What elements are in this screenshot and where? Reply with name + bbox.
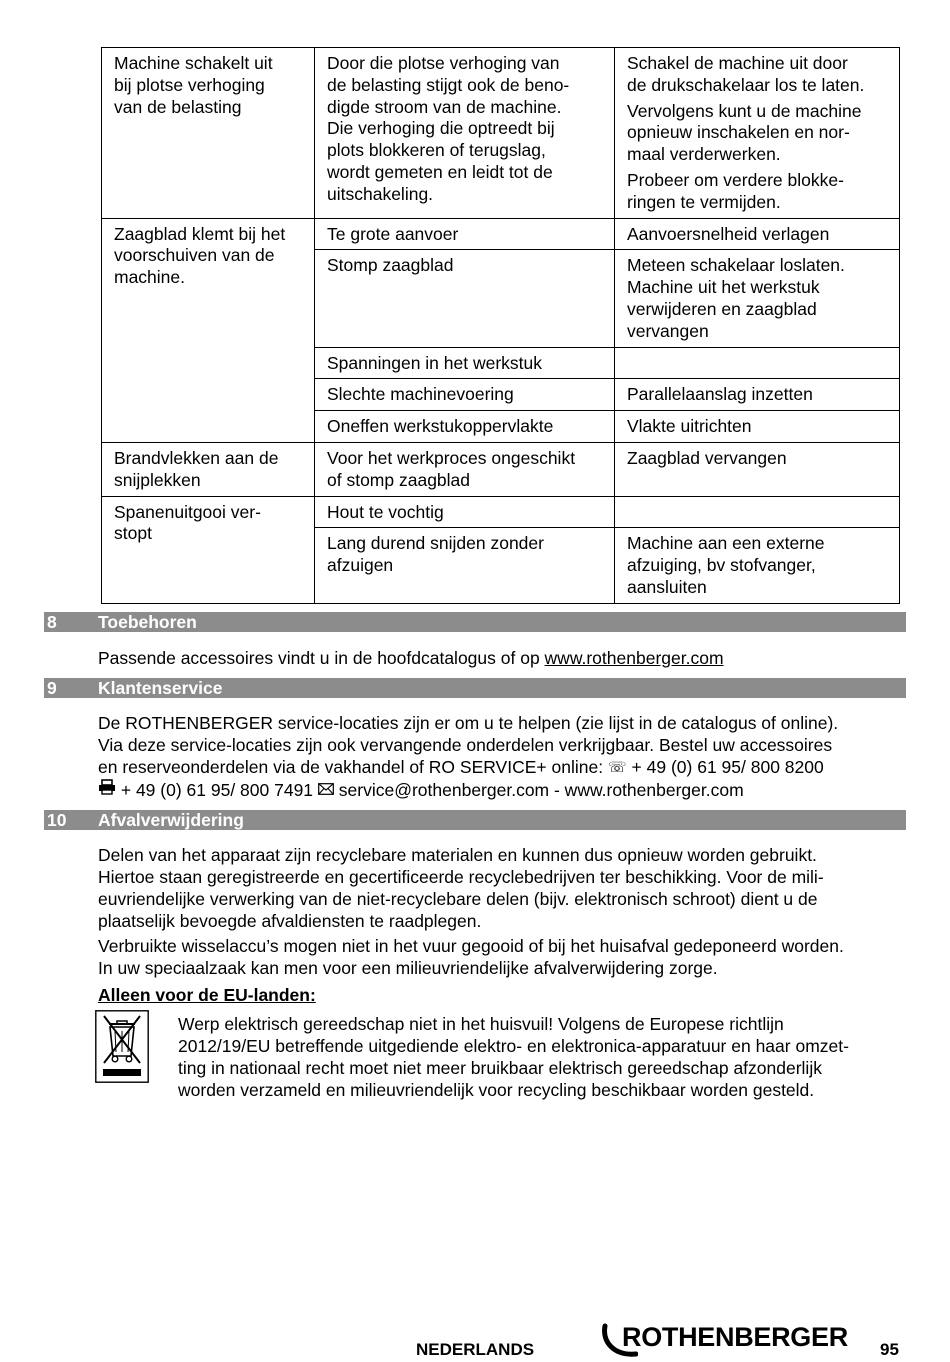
remedy-cell (615, 48, 900, 219)
text-line: De ROTHENBERGER service-locaties zijn er om u te helpen (zie lijst in de catalogus of online). (98, 713, 839, 733)
remedy-cell (615, 528, 900, 603)
cause-cell: Voor het werkproces ongeschikt of stomp zaagblad (315, 442, 615, 496)
section-header-toebehoren (44, 612, 906, 632)
customer-service-paragraph (98, 713, 906, 802)
text-line: Delen van het apparaat zijn recyclebare materialen en kunnen dus opnieuw worden gebruikt. (98, 845, 817, 865)
text-line: euvriendelijke verwerking van de niet-recyclebare delen (bijv. elektronisch schroot) dient u de (98, 888, 818, 909)
text-fragment: en reserveonderdelen via de vakhandel of RO SERVICE+ online: (98, 756, 608, 777)
text-line: Werp elektrisch gereedschap niet in het huisvuil! Volgens de Europese richtlijn (178, 1014, 784, 1034)
section-title: Klantenservice (98, 678, 223, 698)
phone-number: + 49 (0) 61 95/ 800 8200 (626, 756, 824, 777)
remedy-paragraph: Probeer om verdere blokke- ringen te vermijden. (627, 169, 844, 212)
cause-cell: Slechte machinevoering (315, 379, 615, 411)
table-row (102, 218, 900, 250)
footer-language: NEDERLANDS (416, 1340, 535, 1359)
section-title: Afvalverwijdering (98, 810, 244, 830)
cause-cell: Lang durend snijden zonder afzuigen (315, 528, 615, 603)
remedy-paragraph: Vervolgens kunt u de machine opnieuw inschakelen en nor- maal verderwerken. (627, 100, 862, 165)
remedy-paragraph: Parallelaanslag inzetten (627, 384, 813, 405)
text-line: Via deze service-locaties zijn ook vervangende onderdelen verkrijgbaar. Bestel uw accessoires (98, 734, 833, 755)
weee-directive-paragraph (178, 1014, 906, 1102)
envelope-icon (318, 780, 334, 802)
remedy-paragraph: Zaagblad vervangen (627, 447, 787, 468)
remedy-cell (615, 411, 900, 443)
section-header-afvalverwijdering (44, 810, 906, 830)
remedy-cell (615, 379, 900, 411)
accessories-text: Passende accessoires vindt u in de hoofdcatalogus of op (98, 648, 545, 668)
troubleshooting-table (101, 47, 900, 604)
remedy-cell (615, 250, 900, 347)
remedy-cell (615, 218, 900, 250)
crossed-out-wheelie-bin-icon (95, 1010, 149, 1083)
page-number: 95 (880, 1340, 899, 1359)
text-line (98, 779, 906, 802)
table-row (102, 496, 900, 528)
table-row (102, 48, 900, 219)
remedy-paragraph: Machine aan een externe afzuiging, bv stofvanger, aansluiten (627, 533, 825, 597)
remedy-paragraph: Schakel de machine uit door de drukschakelaar los te laten. (627, 53, 865, 95)
cause-cell: Door die plotse verhoging van de belasting stijgt ook de beno- digde stroom van de machine. Die verhoging die optreedt bij plots blokkeren of terugslag, wordt gemeten en leidt tot de uitschakeling. (315, 48, 615, 219)
phone-icon: ☏ (607, 758, 627, 776)
remedy-cell (615, 442, 900, 496)
section-header-klantenservice (44, 678, 906, 698)
brand-logo (602, 1322, 854, 1360)
cause-cell: Hout te vochtig (315, 496, 615, 528)
section-number: 8 (47, 612, 57, 632)
cause-cell: Spanningen in het werkstuk (315, 347, 615, 379)
text-line: Hiertoe staan geregistreerde en gecertificeerde recyclebedrijven ter beschikking. Voor de mili- (98, 866, 824, 887)
table-row (102, 442, 900, 496)
remedy-cell (615, 347, 900, 379)
section-number: 9 (47, 678, 57, 698)
disposal-paragraph-2 (98, 936, 906, 980)
text-line: ting in nationaal recht moet niet meer bruikbaar elektrisch gereedschap afzonderlijk (178, 1057, 822, 1078)
text-line: Verbruikte wisselaccu’s mogen niet in het vuur gegooid of bij het huisafval gedeponeerd worden. (98, 936, 844, 956)
problem-cell: Machine schakelt uit bij plotse verhoging van de belasting (102, 48, 315, 219)
problem-cell: Spanenuitgooi ver- stopt (102, 496, 315, 603)
text-line: worden verzameld en milieuvriendelijk voor recycling beschikbaar worden gesteld. (178, 1079, 815, 1100)
section-title: Toebehoren (98, 612, 197, 632)
website-link[interactable]: www.rothenberger.com (544, 648, 724, 668)
problem-cell: Zaagblad klemt bij het voorschuiven van de machine. (102, 218, 315, 442)
remedy-paragraph: Vlakte uitrichten (627, 416, 752, 437)
text-line (98, 757, 906, 779)
cause-cell: Te grote aanvoer (315, 218, 615, 250)
cause-cell: Oneffen werkstukoppervlakte (315, 411, 615, 443)
fax-icon (98, 779, 116, 802)
problem-cell: Brandvlekken aan de snijplekken (102, 442, 315, 496)
accessories-paragraph (98, 648, 906, 670)
text-line: 2012/19/EU betreffende uitgediende elektro- en elektronica-apparatuur en haar omzet- (178, 1035, 849, 1056)
eu-only-heading: Alleen voor de EU-landen: (98, 985, 316, 1005)
remedy-paragraph: Aanvoersnelheid verlagen (627, 223, 830, 244)
text-line: plaatselijk bevoegde afvaldiensten te raadplegen. (98, 910, 482, 931)
remedy-paragraph: Meteen schakelaar loslaten. Machine uit het werkstuk verwijderen en zaagblad vervangen (627, 255, 845, 341)
troubleshooting-table-body (102, 48, 900, 604)
remedy-cell (615, 496, 900, 528)
email-and-website: service@rothenberger.com - www.rothenberger.com (333, 779, 744, 800)
cause-cell: Stomp zaagblad (315, 250, 615, 347)
text-line: In uw speciaalzaak kan men voor een milieuvriendelijke afvalverwijdering zorge. (98, 957, 718, 978)
section-number: 10 (47, 810, 67, 830)
brand-name: ROTHENBERGER (622, 1322, 848, 1352)
disposal-paragraph-1 (98, 845, 906, 933)
fax-number: + 49 (0) 61 95/ 800 7491 (116, 779, 318, 800)
